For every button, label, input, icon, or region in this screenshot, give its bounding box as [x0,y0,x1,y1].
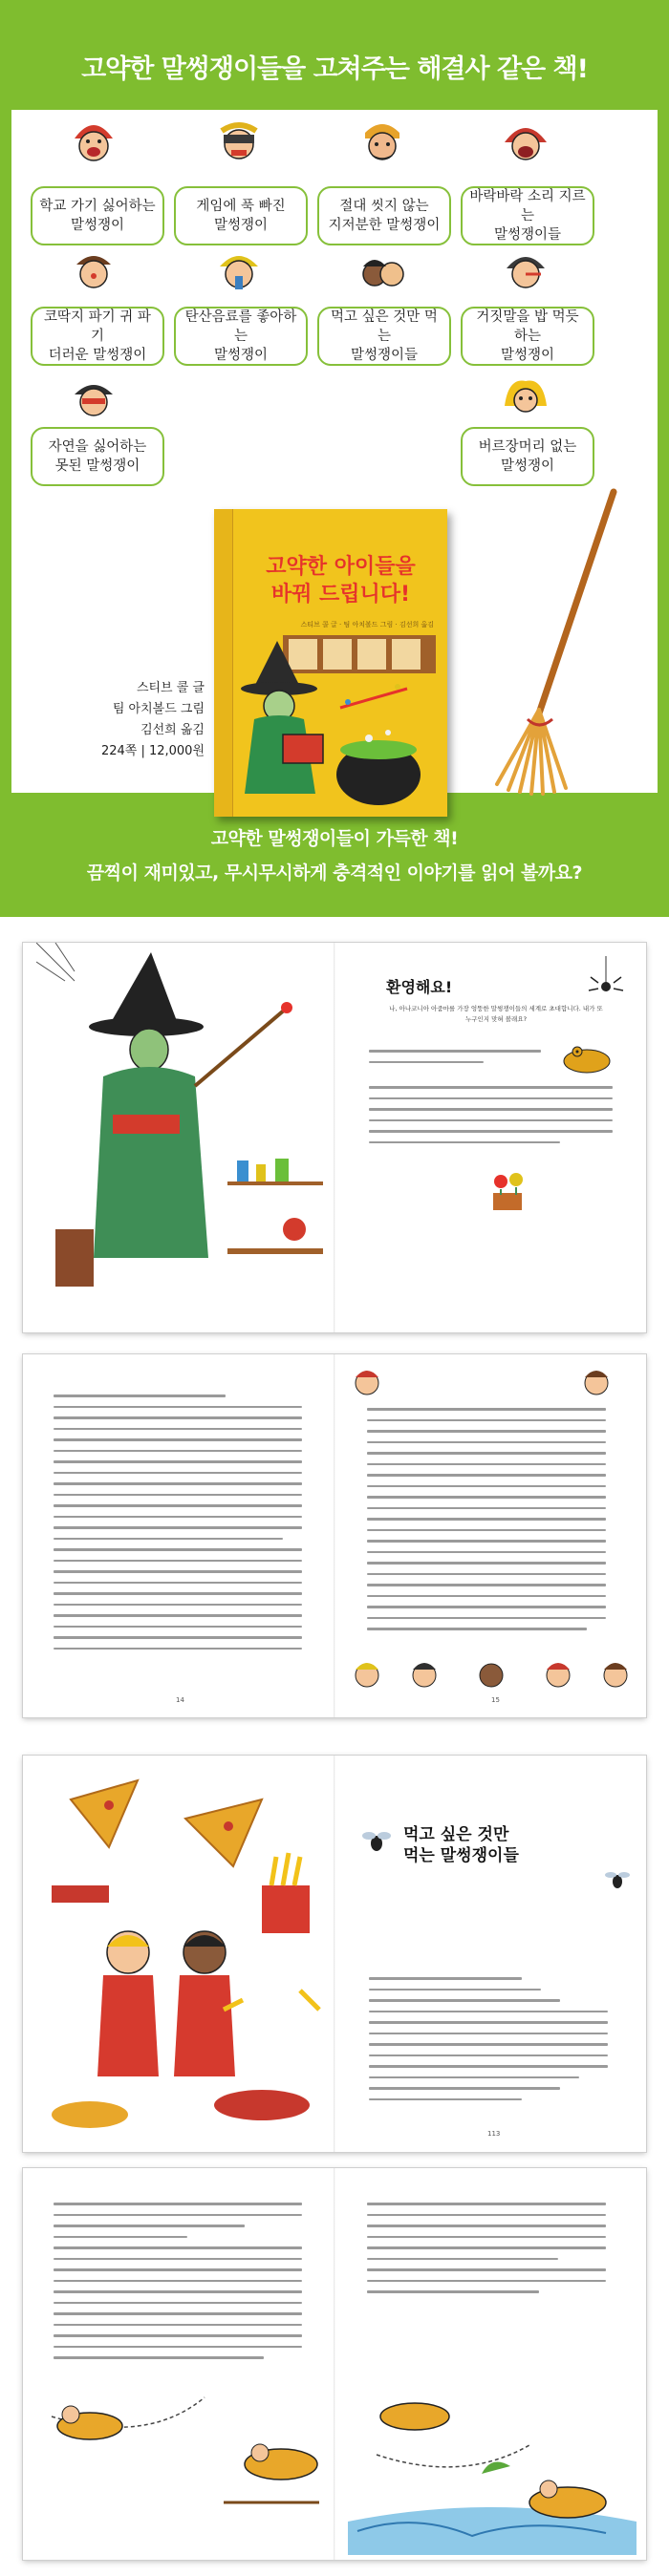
fly-icon [600,1863,635,1897]
book-title-line: 고약한 아이들을 [266,555,416,579]
book-title [243,553,439,608]
character-face-icon [212,245,266,293]
junk-food-illustration-icon [32,1761,331,2143]
page-gutter [334,1354,335,1717]
problem-bubble: 거짓말을 밥 먹듯 하는 말썽쟁이 [461,307,594,366]
problem-bubble: 자연을 싫어하는 못된 말썽쟁이 [31,427,164,486]
chapter-title [403,1824,519,1866]
spider-icon [539,956,635,1004]
body-text-block [369,1977,613,2109]
flying-chase-illustration-icon [32,2359,637,2555]
body-text-block [54,2203,302,2368]
welcome-intro: 나, 아나코니아 아줌마를 가장 엉뚱한 말썽쟁이들의 세계로 초대합니다. 내가 또 누구인지 맞혀 볼래요? [389,1005,603,1023]
broomstick-icon [489,484,642,799]
character-face-icon [499,373,552,421]
body-text-block [54,1394,302,1658]
welcome-title: 환영해요! [386,978,453,996]
promo-tagline-line: 끔찍이 재미있고, 무시무시하게 충격적인 이야기를 읽어 볼까요? [86,862,583,884]
book-credits: 스티브 콜 글 · 팀 아치볼드 그림 · 김선희 옮김 [300,621,434,628]
character-row-icon [348,1364,635,1406]
problem-bubble: 먹고 싶은 것만 먹는 말썽쟁이들 [317,307,451,366]
book-illustrator: 팀 아치볼드 그림 [112,702,205,716]
problem-bubble: 코딱지 파기 귀 파기 더러운 말썽쟁이 [31,307,164,366]
problem-bubble: 버르장머리 없는 말썽쟁이 [461,427,594,486]
promo-panel [11,110,658,793]
book-spread-welcome [23,943,646,1332]
character-face-icon [67,117,120,165]
fly-icon [357,1822,396,1861]
book-spine [214,509,233,817]
witch-illustration-icon [235,631,443,813]
promo-tagline-line: 고약한 말썽쟁이들이 가득한 책! [210,828,459,849]
character-row-icon [348,1654,635,1702]
page-gutter [334,943,335,1332]
book-author: 스티브 콜 글 [136,681,205,695]
book-translator: 김선희 옮김 [140,723,205,737]
character-face-icon [356,117,409,165]
problem-bubble: 학교 가기 싫어하는 말썽쟁이 [31,186,164,245]
body-text-block [367,1408,611,1639]
book-spread-story [23,2168,646,2560]
promo-banner [0,0,669,917]
body-text-block [369,1050,550,1072]
book-spread-food [23,1756,646,2152]
flowerpot-icon [472,1164,549,1212]
character-face-icon [499,245,552,293]
page-gutter [334,1756,335,2152]
page-number: 14 [176,1696,184,1704]
chapter-title-line: 먹는 말썽쟁이들 [403,1846,519,1865]
page-number: 15 [491,1696,500,1704]
body-text-block [367,2203,611,2302]
chapter-title-line: 먹고 싶은 것만 [403,1825,509,1844]
book-info [99,678,205,762]
character-face-icon [67,373,120,421]
character-face-icon [67,245,120,293]
book-pages-price: 224쪽 | 12,000원 [100,744,205,758]
promo-headline: 고약한 말썽쟁이들을 고쳐주는 해결사 같은 책! [81,54,588,84]
problem-bubble: 절대 씻지 않는 지저분한 말썽쟁이 [317,186,451,245]
problem-bubble: 바락바락 소리 지르는 말썽쟁이들 [461,186,594,245]
book-spread-text [23,1354,646,1717]
witch-shop-illustration-icon [36,943,333,1330]
page-number: 113 [487,2130,501,2138]
problem-bubble: 탄산음료를 좋아하는 말썽쟁이 [174,307,308,366]
body-text-block [369,1086,617,1152]
promo-tagline [0,821,669,890]
book-cover [214,509,447,817]
book-title-line: 바꿔 드립니다! [270,583,411,607]
problem-bubble: 게임에 푹 빠진 말썽쟁이 [174,186,308,245]
character-face-icon [356,245,409,293]
frog-icon [558,1038,615,1076]
character-face-icon [499,117,552,165]
character-face-icon [212,117,266,165]
